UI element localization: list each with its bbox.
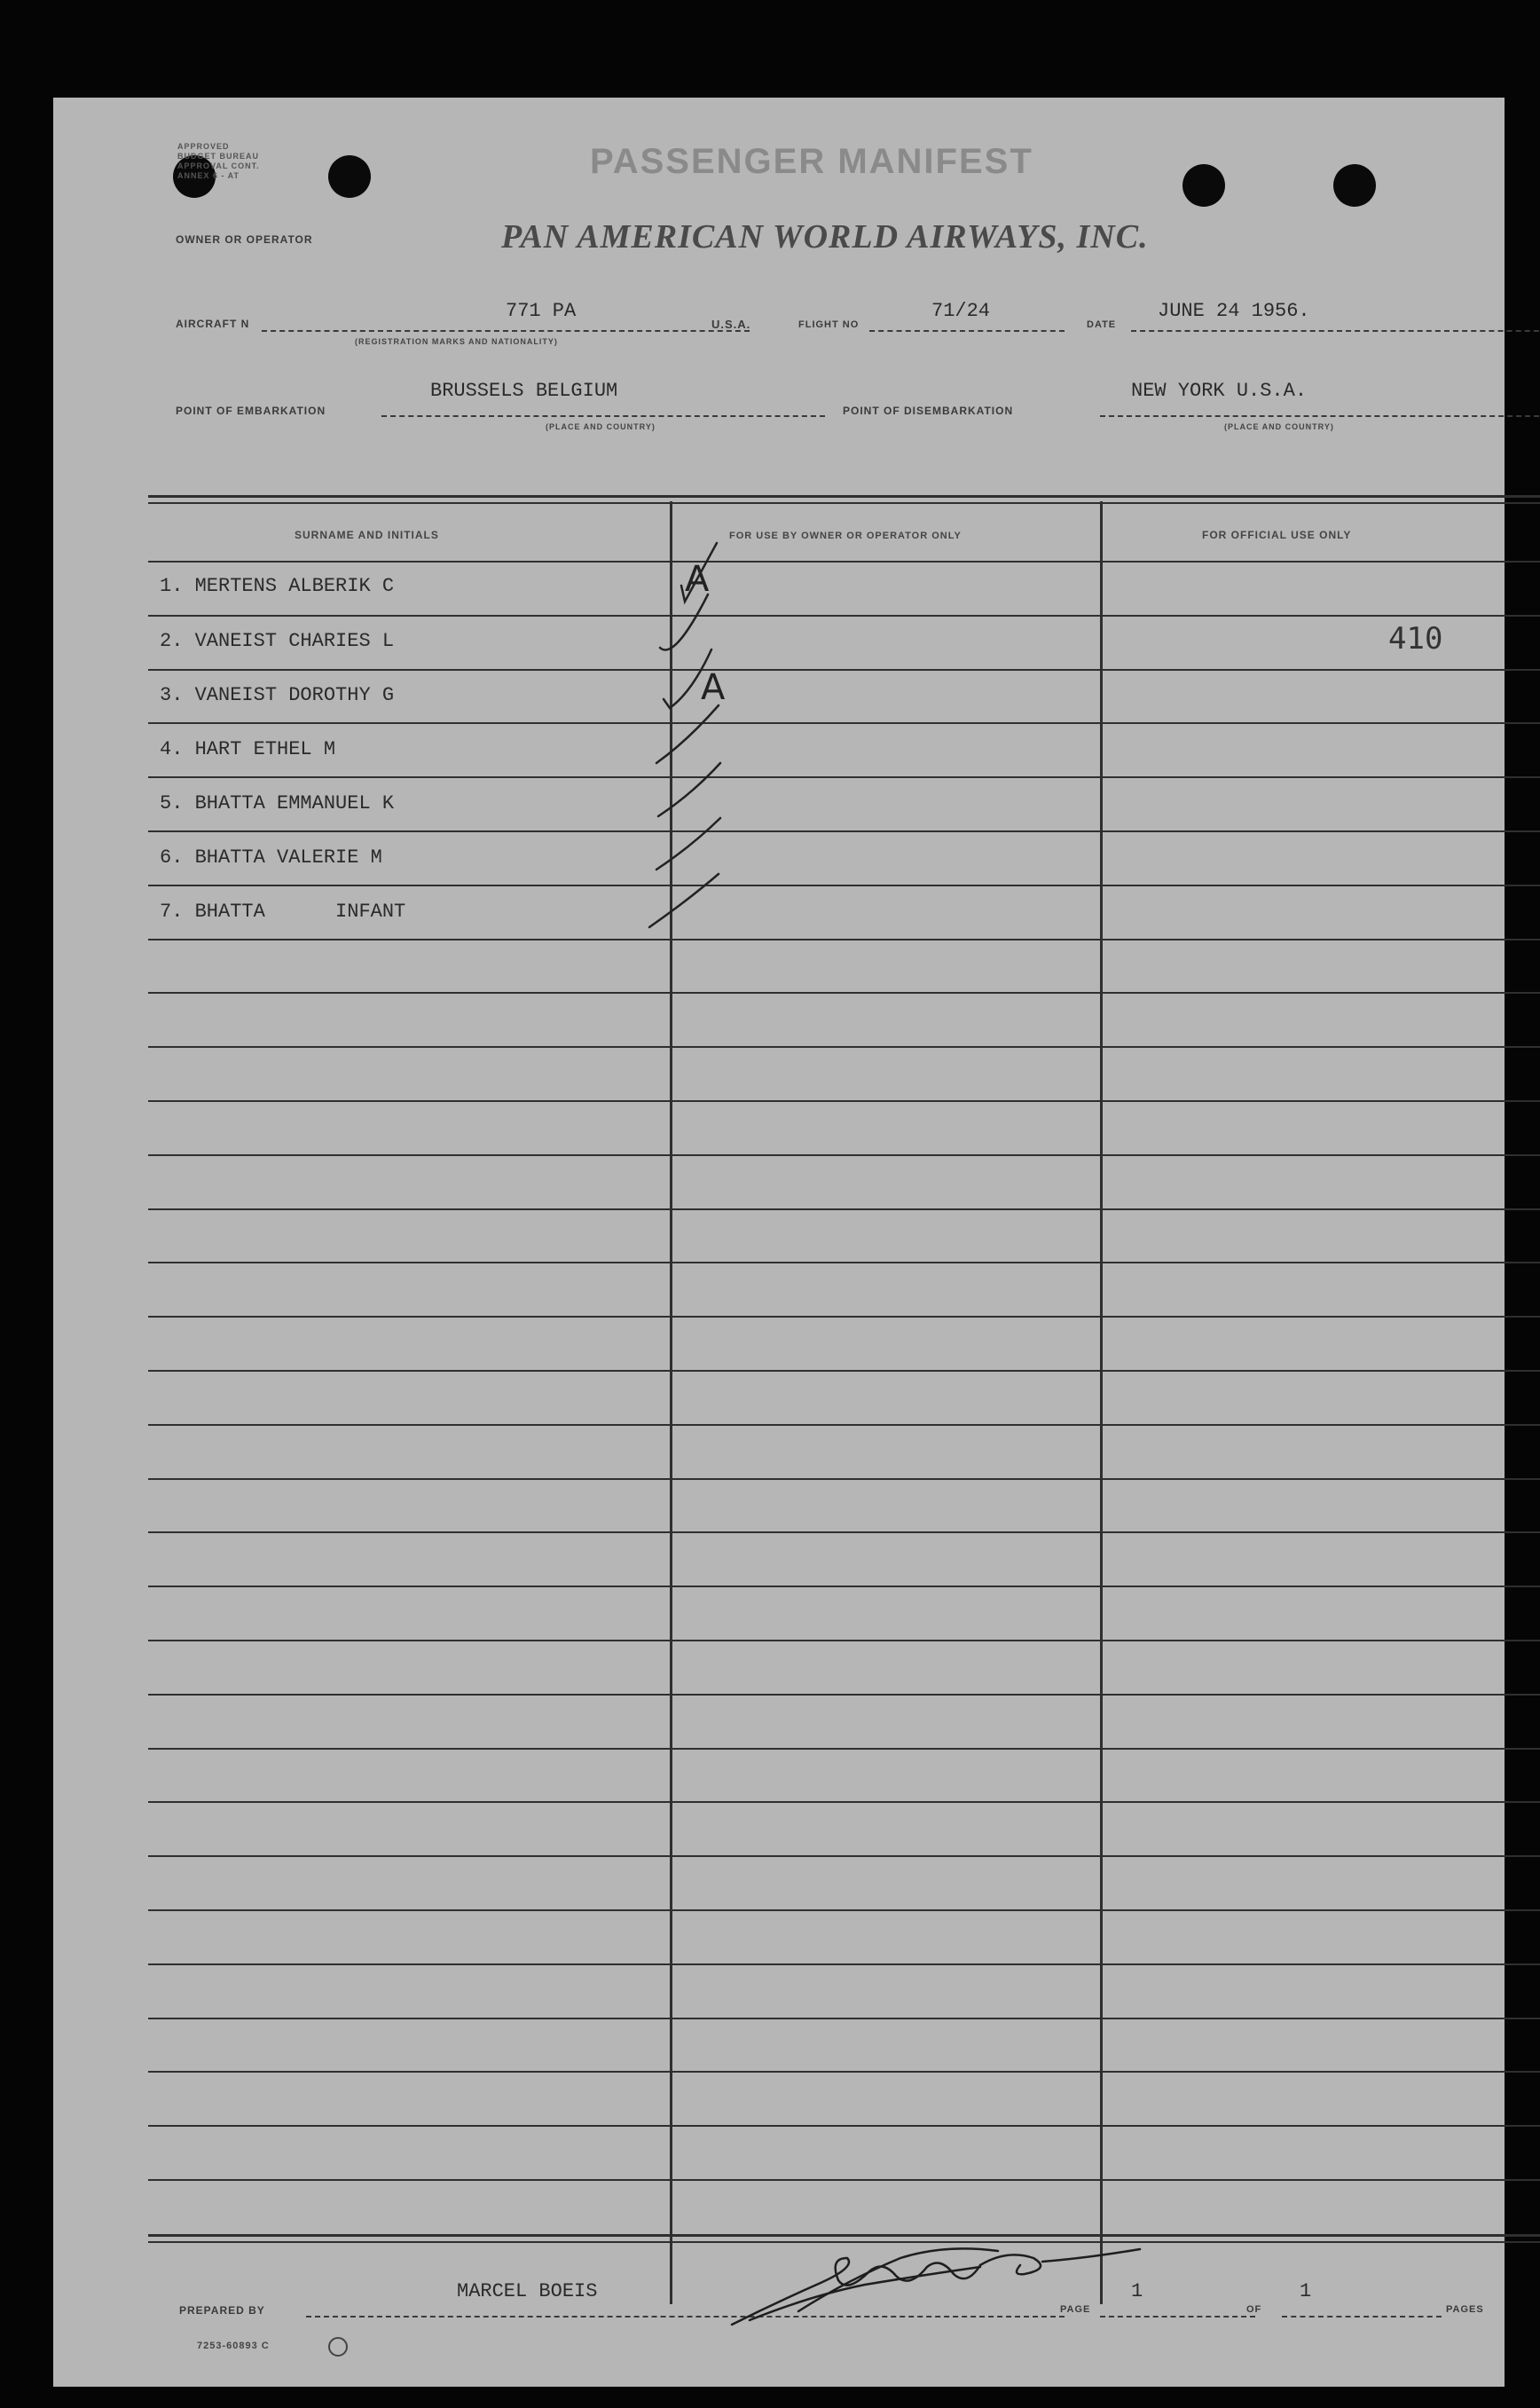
owner-mark: A	[685, 559, 710, 600]
of-label: OF	[1246, 2304, 1262, 2315]
row-rule	[148, 830, 1540, 832]
row-number: 1.	[160, 575, 184, 597]
row-rule	[148, 2071, 1540, 2073]
row-rule	[148, 1100, 1540, 1102]
punch-hole	[328, 155, 371, 198]
row-rule	[148, 1531, 1540, 1533]
disembark-sub: (PLACE AND COUNTRY)	[1224, 422, 1334, 431]
flight-line	[869, 330, 1065, 332]
col-header-official: FOR OFFICIAL USE ONLY	[1202, 529, 1352, 541]
owner-label: OWNER OR OPERATOR	[176, 233, 313, 246]
form-code: 7253-60893 C	[197, 2341, 270, 2351]
disembark-label: POINT OF DISEMBARKATION	[843, 405, 1014, 417]
col-header-owner: FOR USE BY OWNER OR OPERATOR ONLY	[729, 531, 962, 541]
passenger-name: HART ETHEL M	[194, 738, 336, 760]
row-number: 3.	[160, 684, 184, 706]
embark-line	[381, 415, 825, 417]
passenger-name: BHATTA VALERIE M	[194, 846, 382, 869]
row-rule	[148, 2179, 1540, 2181]
table-row	[160, 901, 405, 923]
row-rule	[148, 992, 1540, 994]
row-rule	[148, 615, 1540, 617]
check-marks	[585, 532, 727, 1038]
passenger-name: BHATTA EMMANUEL K	[194, 792, 395, 814]
table-row	[160, 684, 394, 706]
row-number: 4.	[160, 738, 184, 760]
aircraft-line	[262, 330, 750, 332]
approval-stamp: APPROVED BUDGET BUREAU APPROVAL CONT. ANNEX 6 - AT	[177, 142, 260, 180]
row-rule	[148, 1694, 1540, 1696]
table-top-rule	[148, 495, 1540, 498]
row-rule	[148, 885, 1540, 886]
date-line	[1131, 330, 1540, 332]
official-entry: 410	[1388, 621, 1443, 657]
table-row	[160, 738, 335, 760]
page-label: PAGE	[1060, 2304, 1091, 2315]
row-rule	[148, 1748, 1540, 1750]
row-rule	[148, 1262, 1540, 1263]
row-rule	[148, 1909, 1540, 1911]
passenger-name: BHATTA INFANT	[194, 901, 406, 923]
row-rule	[148, 1208, 1540, 1210]
row-rule	[148, 1855, 1540, 1857]
passenger-name: VANEIST DOROTHY G	[194, 684, 395, 706]
prepared-value: MARCEL BOEIS	[457, 2280, 598, 2302]
form-title: PASSENGER MANIFEST	[590, 142, 1033, 181]
passenger-name: MERTENS ALBERIK C	[194, 575, 395, 597]
col-header-name: SURNAME AND INITIALS	[295, 529, 439, 541]
aircraft-label: AIRCRAFT N	[176, 318, 250, 330]
punch-hole	[1182, 164, 1225, 207]
of-line	[1282, 2316, 1442, 2318]
row-rule	[148, 1370, 1540, 1372]
of-value: 1	[1300, 2280, 1312, 2302]
table-row	[160, 792, 394, 814]
embark-sub: (PLACE AND COUNTRY)	[546, 422, 656, 431]
row-rule	[148, 1478, 1540, 1480]
row-rule	[148, 1963, 1540, 1965]
row-number: 5.	[160, 792, 184, 814]
aircraft-value: 771 PA	[506, 300, 577, 322]
table-row	[160, 630, 394, 652]
row-rule	[148, 776, 1540, 778]
row-rule	[148, 561, 1540, 563]
row-rule	[148, 1586, 1540, 1587]
union-bug-icon	[328, 2337, 348, 2357]
disembark-value: NEW YORK U.S.A.	[1131, 380, 1308, 402]
row-rule	[148, 2125, 1540, 2127]
owner-mark: A	[701, 667, 726, 708]
flight-label: FLIGHT NO	[798, 319, 860, 330]
flight-value: 71/24	[931, 300, 991, 322]
row-rule	[148, 1154, 1540, 1156]
page-line	[1100, 2316, 1255, 2318]
date-value: JUNE 24 1956.	[1158, 300, 1310, 322]
pages-label: PAGES	[1446, 2304, 1484, 2315]
row-rule	[148, 1316, 1540, 1318]
aircraft-sub: (REGISTRATION MARKS AND NATIONALITY)	[355, 337, 558, 346]
table-top-rule	[148, 502, 1540, 504]
passenger-name: VANEIST CHARIES L	[194, 630, 395, 652]
owner-value: PAN AMERICAN WORLD AIRWAYS, INC.	[501, 218, 1149, 256]
row-rule	[148, 1424, 1540, 1426]
disembark-line	[1100, 415, 1540, 417]
punch-hole	[1333, 164, 1376, 207]
row-rule	[148, 1640, 1540, 1641]
column-divider	[1100, 501, 1103, 2304]
row-rule	[148, 1801, 1540, 1803]
row-rule	[148, 2018, 1540, 2019]
row-rule	[148, 669, 1540, 671]
row-rule	[148, 1046, 1540, 1048]
date-label: DATE	[1087, 319, 1117, 330]
usa-label: U.S.A.	[711, 318, 751, 331]
prepared-label: PREPARED BY	[179, 2304, 265, 2317]
embark-label: POINT OF EMBARKATION	[176, 405, 326, 417]
page-value: 1	[1131, 2280, 1143, 2302]
table-row	[160, 846, 382, 869]
manifest-page	[53, 98, 1505, 2387]
table-row	[160, 575, 394, 597]
embark-value: BRUSSELS BELGIUM	[430, 380, 618, 402]
row-rule	[148, 722, 1540, 724]
row-number: 6.	[160, 846, 184, 869]
row-number: 2.	[160, 630, 184, 652]
row-number: 7.	[160, 901, 184, 923]
signature	[714, 2231, 1175, 2333]
row-rule	[148, 939, 1540, 940]
